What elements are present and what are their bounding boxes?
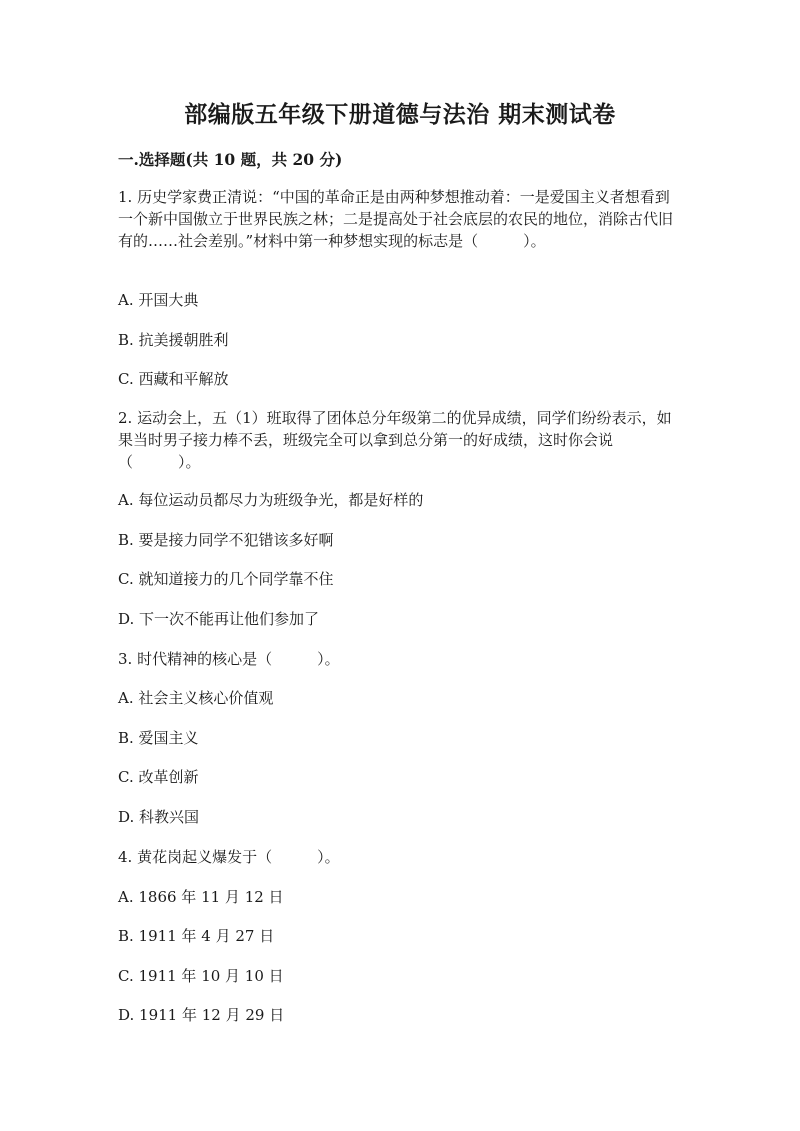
- option-b: B. 爱国主义: [118, 729, 199, 747]
- option-b: B. 要是接力同学不犯错该多好啊: [118, 531, 334, 549]
- page-title: 部编版五年级下册道德与法治 期末测试卷: [184, 101, 616, 128]
- option-c: C. 1911 年 10 月 10 日: [118, 967, 284, 985]
- question-text: 4. 黄花岗起义爆发于（ ）。: [118, 848, 340, 866]
- option-a: A. 每位运动员都尽力为班级争光，都是好样的: [118, 491, 424, 509]
- option-a: A. 1866 年 11 月 12 日: [118, 888, 284, 906]
- option-c: C. 改革创新: [118, 768, 199, 786]
- option-d: D. 1911 年 12 月 29 日: [118, 1006, 285, 1024]
- question-text: 3. 时代精神的核心是（ ）。: [118, 650, 340, 668]
- option-a: A. 社会主义核心价值观: [118, 689, 274, 707]
- option-c: C. 就知道接力的几个同学靠不住: [118, 570, 334, 588]
- question-text: 2. 运动会上，五（1）班取得了团体总分年级第二的优异成绩，同学们纷纷表示，如果当时男子接力棒不丢，班级完全可以拿到总分第一的好成绩，这时你会说（ ）。: [118, 409, 672, 471]
- question-text: 1. 历史学家费正清说：“中国的革命正是由两种梦想推动着：一是爱国主义者想看到一个新中国傲立于世界民族之林；二是提高处于社会底层的农民的地位，消除古代旧有的……社会差别。”材料中第一种梦想实现的标志是（ ）。: [118, 188, 674, 250]
- option-b: B. 1911 年 4 月 27 日: [118, 927, 275, 945]
- option-a: A. 开国大典: [118, 291, 199, 309]
- section-heading: 一.选择题(共 10 题，共 20 分): [118, 150, 343, 169]
- option-c: C. 西藏和平解放: [118, 370, 229, 388]
- option-d: D. 下一次不能再让他们参加了: [118, 610, 320, 628]
- option-b: B. 抗美援朝胜利: [118, 331, 229, 349]
- option-d: D. 科教兴国: [118, 808, 200, 826]
